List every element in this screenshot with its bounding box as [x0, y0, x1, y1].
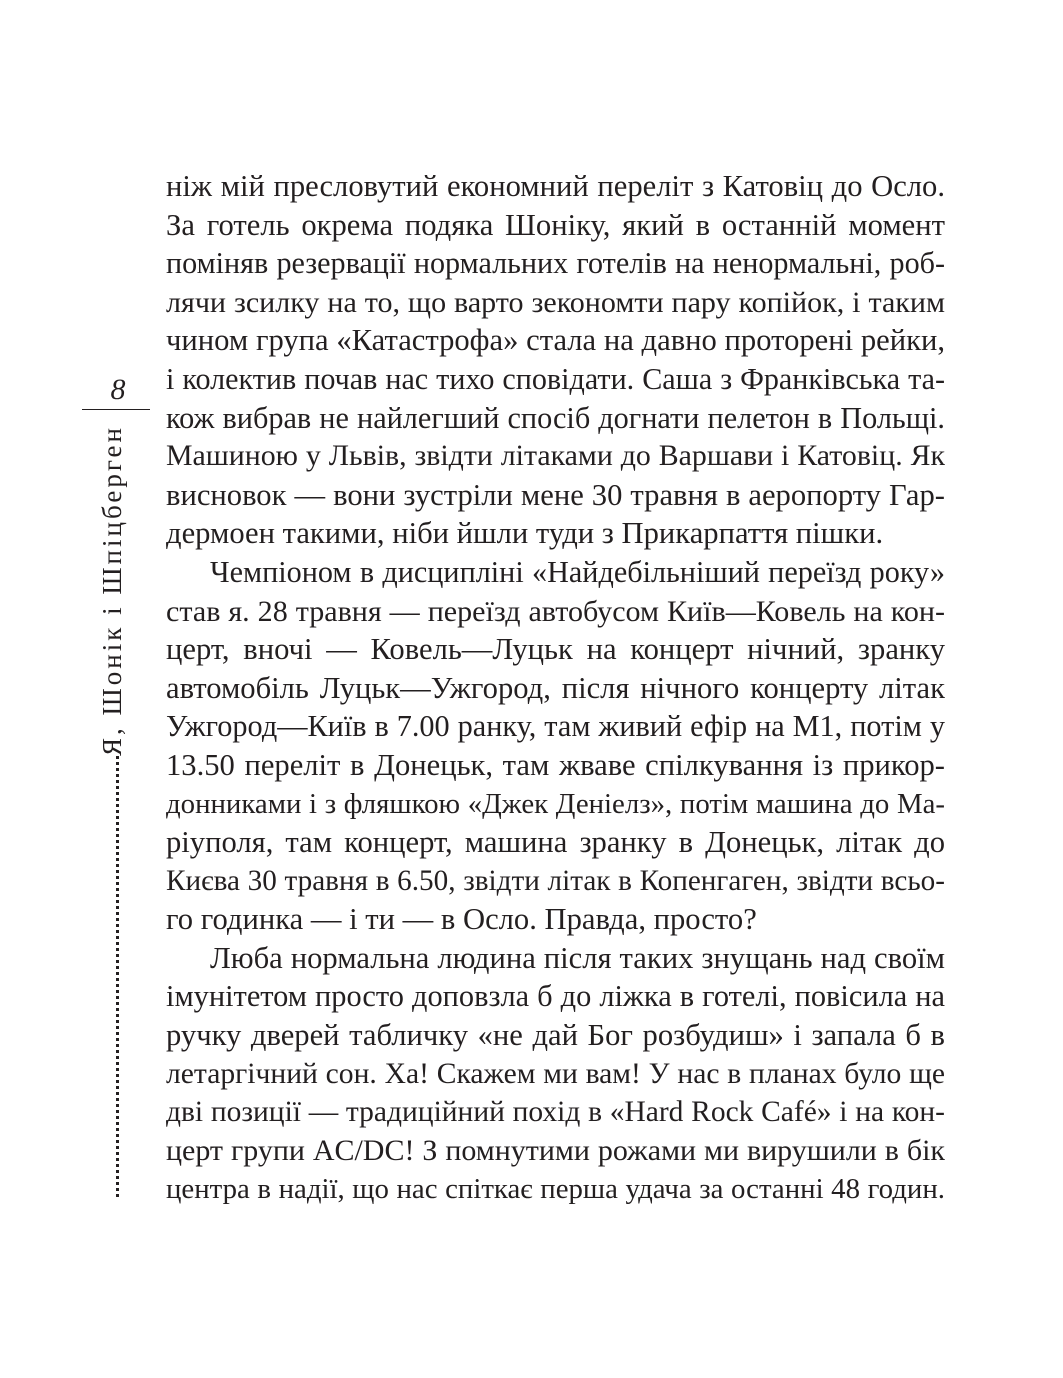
- text-line: ручку дверей табличку «не дай Бог розбудиш» і запала б в: [166, 1018, 945, 1053]
- text-line: автомобіль Луцьк—Ужгород, після нічного концерту літак: [166, 670, 945, 705]
- text-line: ніж мій пресловутий економний переліт з Катовіц до Осло.: [166, 169, 945, 203]
- text-line: церт, вночі — Ковель—Луцьк на концерт нічний, зранку: [166, 632, 945, 667]
- text-line: 13.50 переліт в Донецьк, там жваве спілкування із прикор-: [166, 747, 945, 782]
- text-line: чином група «Катастрофа» стала на давно проторені рейки,: [166, 323, 945, 358]
- text-line: донниками і з фляшкою «Джек Деніелз», потім машина до Ма-: [166, 787, 945, 820]
- text-line: го годинка — і ти — в Осло. Правда, просто?: [166, 902, 757, 937]
- text-line: дермоен такими, ніби йшли туди з Прикарпаття пішки.: [166, 516, 884, 551]
- text-line: Машиною у Львів, звідти літаками до Варшави і Катовіц. Як: [166, 439, 945, 473]
- running-head-title: Я, Шонік і Шпіцберген: [96, 425, 127, 756]
- text-line: дві позиції — традиційний похід в «Hard Rock Café» і на кон-: [166, 1096, 945, 1129]
- running-head: [96, 425, 127, 1197]
- text-line: За готель окрема подяка Шоніку, який в останній момент: [166, 207, 945, 242]
- text-line: кож вибрав не найлегший спосіб догнати пелетон в Польщі.: [166, 400, 945, 435]
- running-head-leader: [106, 756, 119, 1197]
- text-line: імунітетом просто доповзла б до ліжка в готелі, повісила на: [166, 979, 945, 1014]
- text-line: поміняв резервації нормальних готелів на ненормальні, роб-: [166, 246, 945, 281]
- text-line: ріуполя, там концерт, машина зранку в Донецьк, літак до: [166, 825, 945, 860]
- body-text: [166, 167, 945, 1209]
- text-line: і колектив почав нас тихо сповідати. Саша з Франківська та-: [166, 361, 945, 396]
- text-line: летаргічний сон. Ха! Скажем ми вам! У нас в планах було ще: [166, 1057, 945, 1090]
- text-line: центра в надії, що нас спіткає перша удача за останні 48 годин.: [166, 1173, 945, 1206]
- text-line: церт групи AC/DC! З помнутими рожами ми вирушили в бік: [166, 1133, 945, 1167]
- text-line: Чемпіоном в дисципліні «Найдебільніший переїзд року»: [210, 554, 945, 589]
- text-line: Києва 30 травня в 6.50, звідти літак в Копенгаген, звідти всьо-: [166, 864, 945, 897]
- text-line: Люба нормальна людина після таких знущань над своїм: [210, 940, 945, 975]
- page-number: 8: [110, 373, 126, 406]
- text-line: висновок — вони зустріли мене 30 травня в аеропорту Гар-: [166, 477, 945, 512]
- page-number-rule: [82, 409, 150, 410]
- text-line: лячи зсилку на то, що варто зекономти пару копійок, і таким: [166, 284, 945, 319]
- text-line: Ужгород—Київ в 7.00 ранку, там живий ефір на М1, потім у: [166, 709, 945, 744]
- text-line: став я. 28 травня — переїзд автобусом Київ—Ковель на кон-: [166, 593, 945, 628]
